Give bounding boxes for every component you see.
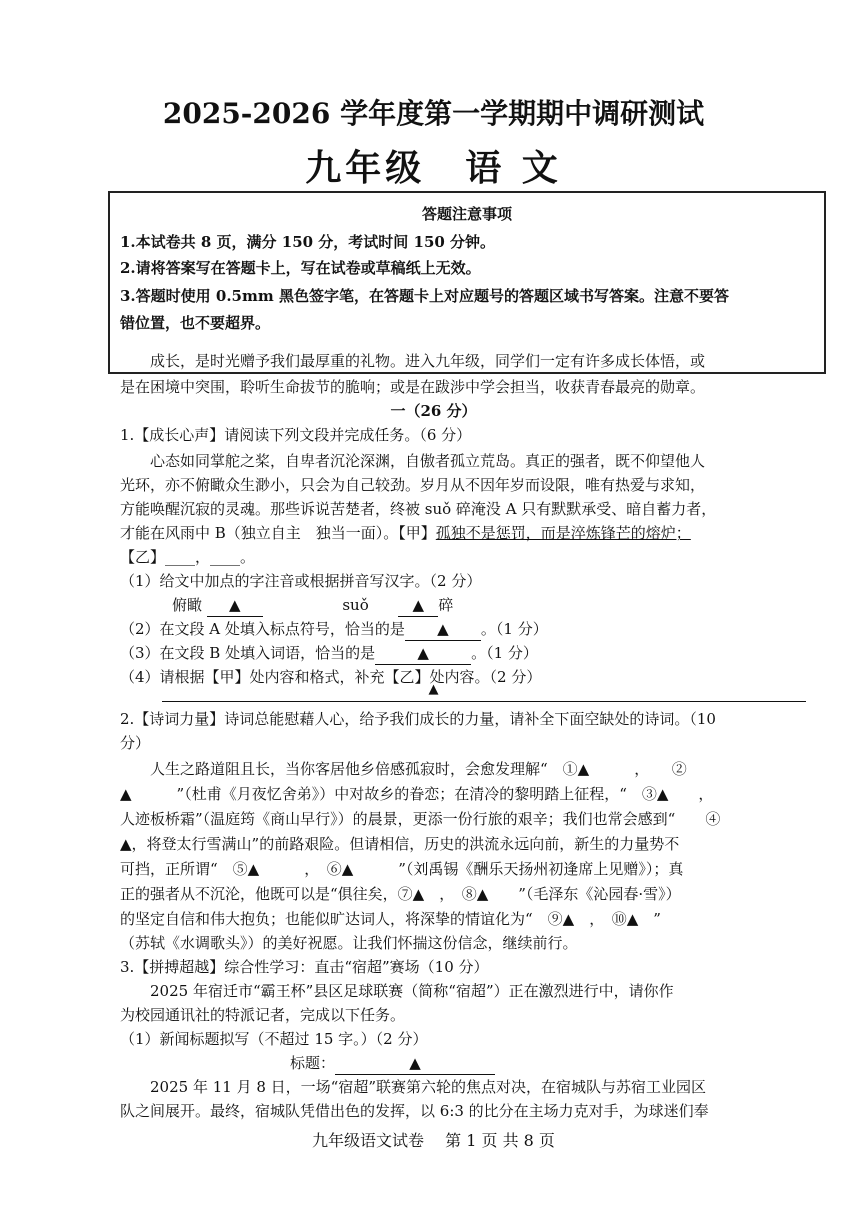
blank-triangle-icon: ▲ xyxy=(437,620,449,638)
sub-question: （1）新闻标题拟写（不超过 15 字。）（2 分） xyxy=(120,1030,428,1048)
passage-line: 方能唤醒沉寂的灵魂。那些诉说苦楚者，终被 suǒ 碎淹没 A 只有默默承受、暗自蓄力者， xyxy=(120,500,717,518)
notice-item: 2.请将答案写在答题卡上，写在试卷或草稿纸上无效。 xyxy=(120,259,481,277)
blank-triangle-icon: ▲ xyxy=(229,596,241,614)
notice-box xyxy=(108,191,826,374)
sub-question-items xyxy=(172,594,867,617)
sub-question-text: （2）在文段 A 处填入标点符号，恰当的是 xyxy=(120,620,405,638)
poem-line: ▲，将登太行雪满山”的前路艰险。但请相信，历史的洪流永远向前，新生的力量势不 xyxy=(120,835,680,853)
word-fukan: 俯瞰 xyxy=(172,596,203,614)
headline-input[interactable] xyxy=(335,1052,495,1075)
blank-triangle-icon: ▲ xyxy=(417,644,429,662)
char-sui: 碎 xyxy=(438,596,454,614)
news-line: 2025 年 11 月 8 日，一场“宿超”联赛第六轮的焦点对决，在宿城队与苏宿工业园区 xyxy=(120,1078,706,1096)
headline-row xyxy=(290,1052,867,1075)
notice-item: 3.答题时使用 0.5mm 黑色签字笔，在答题卡上对应题号的答题区域书写答案。注意不要答 xyxy=(120,287,729,305)
blank-triangle-icon: ▲ xyxy=(409,1054,421,1072)
exam-subject: 九年级 语 文 xyxy=(305,147,562,189)
section-heading: 一（26 分） xyxy=(390,402,477,420)
question-3-intro: 2025 年宿迁市“霸王杯”县区足球联赛（简称“宿超”）正在激烈进行中，请你作 xyxy=(120,982,674,1000)
sub-question: （4）请根据【甲】处内容和格式，补充【乙】处内容。（2 分） xyxy=(120,668,542,686)
sub-question xyxy=(120,618,820,641)
poem-line: （苏轼《水调歌头》）的美好祝愿。让我们怀揣这份信念，继续前行。 xyxy=(120,934,578,952)
answer-line[interactable] xyxy=(162,701,806,702)
exam-title: 2025-2026 学年度第一学期期中调研测试 xyxy=(162,97,705,130)
question-2-stem: 分） xyxy=(120,734,151,752)
notice-item: 错位置，也不要超界。 xyxy=(120,314,271,332)
passage-line: 光环，亦不俯瞰众生渺小，只会为自己较劲。岁月从不因年岁而设限，唯有热爱与求知， xyxy=(120,476,706,494)
question-2-stem: 2.【诗词力量】诗词总能慰藉人心，给予我们成长的力量，请补全下面空缺处的诗词。（10 xyxy=(120,710,716,728)
sub-question: （1）给文中加点的字注音或根据拼音写汉字。（2 分） xyxy=(120,572,482,590)
poem-line: 的坚定自信和伟大抱负；也能似旷达词人，将深挚的情谊化为“ ⑨▲ ， ⑩▲ ” xyxy=(120,910,661,928)
answer-blank[interactable] xyxy=(398,594,438,617)
passage-line xyxy=(120,522,820,544)
answer-blank[interactable] xyxy=(375,642,471,665)
jia-sentence: 孤独不是惩罚，而是淬炼锋芒的熔炉； xyxy=(435,524,691,542)
blank-triangle-icon: ▲ xyxy=(428,682,439,697)
news-line: 队之间展开。最终，宿城队凭借出色的发挥，以 6:3 的比分在主场力克对手，为球迷们奉 xyxy=(120,1102,709,1120)
poem-line: 可挡，正所谓“ ⑤▲ ， ⑥▲ ”（刘禹锡《酬乐天扬州初逢席上见赠》）；真 xyxy=(120,860,684,878)
poem-line: 正的强者从不沉沦，他既可以是“俱往矣，⑦▲ ， ⑧▲ ”（毛泽东《沁园春·雪》） xyxy=(120,885,681,903)
passage-line: 心态如同掌舵之桨，自卑者沉沦深渊，自傲者孤立荒岛。真正的强者，既不仰望他人 xyxy=(120,452,706,470)
intro-line: 是在困境中突围，聆听生命拔节的脆响；或是在跋涉中学会担当，收获青春最亮的勋章。 xyxy=(120,378,706,396)
poem-line: 人生之路道阻且长，当你客居他乡倍感孤寂时，会愈发理解“ ①▲ ， ② xyxy=(120,760,687,778)
sub-question-text: 。（1 分） xyxy=(480,620,548,638)
question-3-intro: 为校园通讯社的特派记者，完成以下任务。 xyxy=(120,1006,406,1024)
answer-blank[interactable] xyxy=(207,594,263,617)
sub-question-text: （3）在文段 B 处填入词语，恰当的是 xyxy=(120,644,376,662)
intro-line: 成长，是时光赠予我们最厚重的礼物。进入九年级，同学们一定有许多成长体悟，或 xyxy=(120,352,706,370)
passage-line: 【乙】____，____。 xyxy=(120,548,256,566)
notice-item: 1.本试卷共 8 页，满分 150 分，考试时间 150 分钟。 xyxy=(120,233,496,251)
poem-line: ▲ ”（杜甫《月夜忆舍弟》）中对故乡的眷恋；在清冷的黎明踏上征程，“ ③▲ ， xyxy=(120,785,714,803)
sub-question-text: 。（1 分） xyxy=(471,644,538,662)
headline-label: 标题： xyxy=(290,1054,336,1072)
pinyin-suo: suǒ xyxy=(342,596,369,614)
blank-triangle-icon: ▲ xyxy=(412,596,425,614)
notice-title: 答题注意事项 xyxy=(421,205,512,223)
sub-question xyxy=(120,642,820,665)
page-footer: 九年级语文试卷 第 1 页 共 8 页 xyxy=(312,1131,555,1150)
passage-text: 才能在风雨中 B（独立自主 独当一面）。【甲】 xyxy=(120,524,436,542)
answer-blank[interactable] xyxy=(405,618,481,641)
question-3-stem: 3.【拼搏超越】综合性学习：直击“宿超”赛场（10 分） xyxy=(120,958,489,976)
question-1-stem: 1.【成长心声】请阅读下列文段并完成任务。（6 分） xyxy=(120,426,472,444)
poem-line: 人迹板桥霜”（温庭筠《商山早行》）的晨景，更添一份行旅的艰辛；我们也常会感到“ ④ xyxy=(120,810,721,828)
